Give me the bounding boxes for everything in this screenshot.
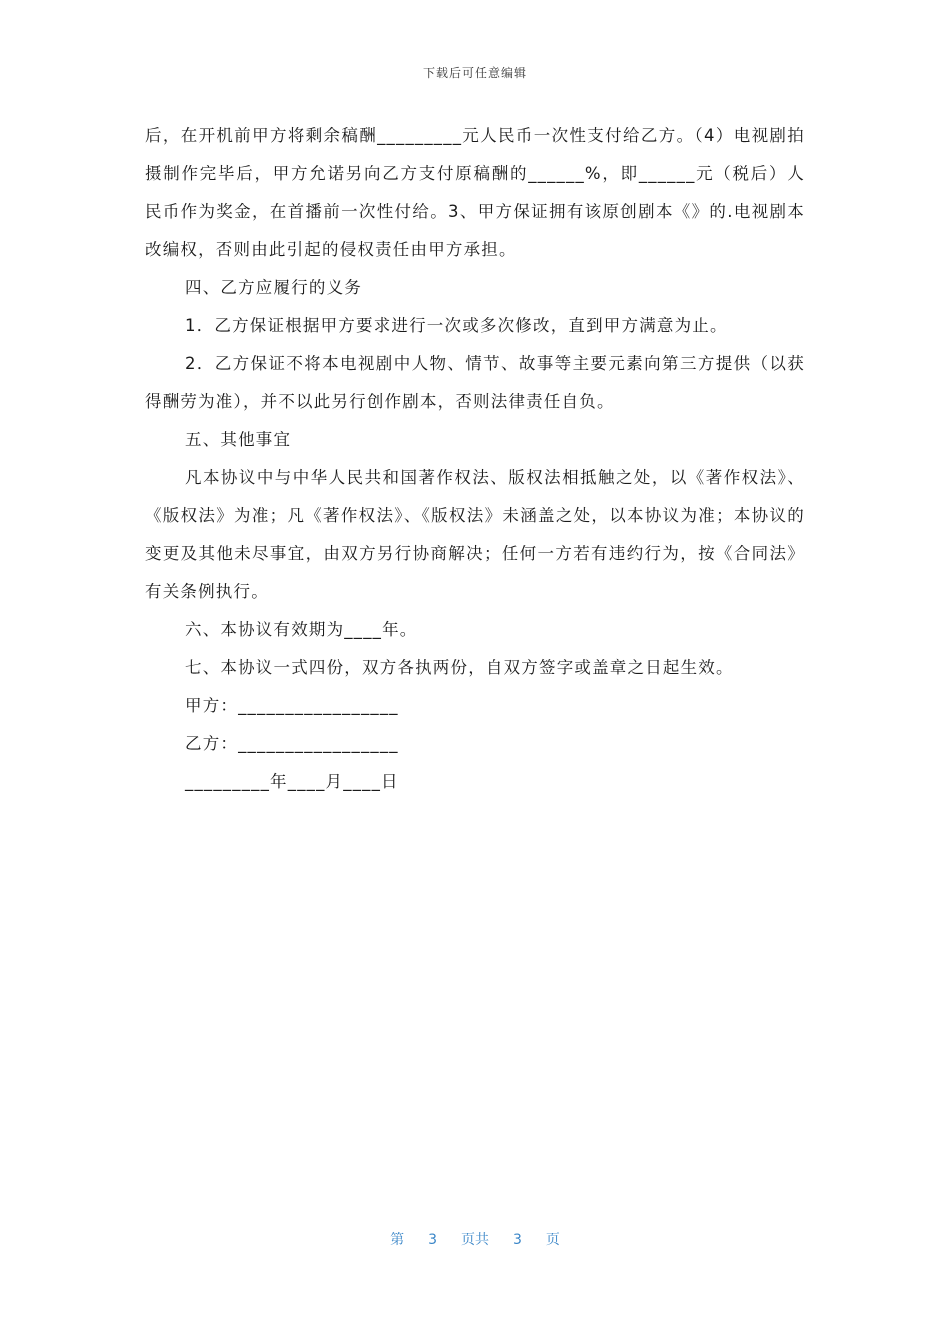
footer-label-of: 页共 [461,1232,489,1248]
document-body [145,117,805,801]
page-header-note: 下载后可任意编辑 [422,66,527,80]
section-5-title: 五、其他事宜 [185,430,292,449]
section-4-title: 四、乙方应履行的义务 [185,278,362,297]
paragraph-payment-terms: 后，在开机前甲方将剩余稿酬_________元人民币一次性支付给乙方。（4）电视剧拍摄制作完毕后，甲方允诺另向乙方支付原稿酬的______%，即______元（税后）人民币作为奖金，在首播前一次性付给。3、甲方保证拥有该原创剧本《》的.电视剧本改编权，否则由此引起的侵权责任由甲方承担。 [145,126,805,259]
footer-label-page-end: 页 [545,1232,560,1248]
page-footer [0,1229,950,1249]
footer-label-page: 第 [390,1232,405,1248]
section-4-item-1: 1．乙方保证根据甲方要求进行一次或多次修改，直到甲方满意为止。 [185,316,728,335]
footer-total-pages: 3 [513,1232,522,1248]
date-line: _________年____月____日 [185,772,399,791]
section-5-body: 凡本协议中与中华人民共和国著作权法、版权法相抵触之处，以《著作权法》、《版权法》为准；凡《著作权法》、《版权法》未涵盖之处，以本协议为准；本协议的变更及其他未尽事宜，由双方另行协商解决；任何一方若有违约行为，按《合同法》有关条例执行。 [145,468,805,601]
party-b-signature-line: 乙方：_________________ [185,734,399,753]
section-4-item-2: 2．乙方保证不将本电视剧中人物、情节、故事等主要元素向第三方提供（以获得酬劳为准），并不以此另行创作剧本，否则法律责任自负。 [145,354,805,411]
section-6: 六、本协议有效期为____年。 [185,620,418,639]
section-7: 七、本协议一式四份，双方各执两份，自双方签字或盖章之日起生效。 [185,658,734,677]
footer-current-page: 3 [428,1232,437,1248]
party-a-signature-line: 甲方：_________________ [185,696,399,715]
